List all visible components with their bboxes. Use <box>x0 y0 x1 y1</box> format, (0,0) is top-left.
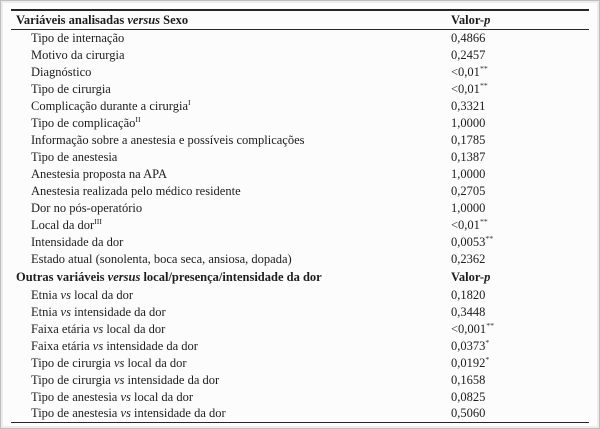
text-run: 0,3448 <box>451 304 486 319</box>
table-row <box>11 114 589 131</box>
text-run: Valor- <box>451 269 485 284</box>
section-header-label <box>11 267 451 286</box>
text-run: <0,001 <box>451 321 487 336</box>
pvalue-cell <box>451 29 589 46</box>
text-run: Etnia <box>31 304 61 319</box>
pvalue-cell <box>451 131 589 148</box>
text-run: versus <box>107 269 141 284</box>
text-run: vs <box>120 406 131 421</box>
variable-cell <box>11 250 451 267</box>
text-run: local da dor <box>130 389 194 404</box>
text-run: <0,01 <box>451 64 480 79</box>
pvalue-cell <box>451 46 589 63</box>
results-table-wrap <box>11 9 589 423</box>
text-run: 0,4866 <box>451 30 486 45</box>
text-run: 0,0192 <box>451 355 486 370</box>
text-run: Tipo de complicação <box>31 115 136 130</box>
text-run: local da dor <box>70 287 134 302</box>
text-run: vs <box>60 287 71 302</box>
pvalue-cell <box>451 148 589 165</box>
pvalue-cell <box>451 182 589 199</box>
pvalue-cell <box>451 165 589 182</box>
text-run: p <box>484 269 491 284</box>
table-row <box>11 182 589 199</box>
table-row <box>11 29 589 46</box>
table-row <box>11 405 589 422</box>
superscript-text: * <box>485 354 490 364</box>
table-row <box>11 371 589 388</box>
table-row <box>11 63 589 80</box>
text-run: Faixa etária <box>31 338 93 353</box>
results-table <box>11 9 589 423</box>
table-row <box>11 388 589 405</box>
text-run: intensidade da dor <box>130 406 226 421</box>
text-run: 0,1658 <box>451 372 486 387</box>
text-run: 0,1820 <box>451 287 486 302</box>
text-run: intensidade da dor <box>103 338 198 353</box>
pvalue-cell <box>451 303 589 320</box>
text-run: vs <box>60 304 71 319</box>
text-run: versus <box>127 12 161 27</box>
text-run: 1,0000 <box>451 115 486 130</box>
table-row <box>11 46 589 63</box>
text-run: 0,2457 <box>451 47 486 62</box>
pvalue-cell <box>451 63 589 80</box>
text-run: Anestesia realizada pelo médico residente <box>31 183 241 198</box>
text-run: 0,2362 <box>451 251 486 266</box>
section-header-row <box>11 10 589 29</box>
text-run: Complicação durante a cirurgia <box>31 98 188 113</box>
pvalue-cell <box>451 97 589 114</box>
text-run: 0,0053 <box>451 234 486 249</box>
table-row <box>11 337 589 354</box>
table-row <box>11 165 589 182</box>
text-run: 1,0000 <box>451 200 486 215</box>
superscript-text: ** <box>479 63 488 73</box>
table-row <box>11 216 589 233</box>
variable-cell <box>11 337 451 354</box>
text-run: Valor- <box>451 12 485 27</box>
variable-cell <box>11 29 451 46</box>
text-run: Etnia <box>31 287 61 302</box>
text-run: vs <box>113 355 125 370</box>
variable-cell <box>11 80 451 97</box>
superscript-text: I <box>188 97 191 107</box>
text-run: <0,01 <box>451 81 480 96</box>
table-row <box>11 286 589 303</box>
pvalue-cell <box>451 114 589 131</box>
text-run: 0,0373 <box>451 338 486 353</box>
pvalue-cell <box>451 286 589 303</box>
pvalue-cell <box>451 337 589 354</box>
text-run: local da dor <box>124 355 187 370</box>
pvalue-cell <box>451 320 589 337</box>
text-run: p <box>484 12 491 27</box>
variable-cell <box>11 320 451 337</box>
text-run: Tipo de anestesia <box>31 149 118 164</box>
variable-cell <box>11 148 451 165</box>
table-body <box>11 10 589 422</box>
table-row <box>11 320 589 337</box>
text-run: local da dor <box>103 321 166 336</box>
pvalue-cell <box>451 233 589 250</box>
text-run: Informação sobre a anestesia e possíveis complicações <box>31 132 305 147</box>
text-run: Outras variáveis <box>16 269 108 284</box>
pvalue-cell <box>451 354 589 371</box>
superscript-text: III <box>94 216 102 226</box>
text-run: <0,01 <box>451 217 480 232</box>
superscript-text: ** <box>479 80 488 90</box>
text-run: 0,2705 <box>451 183 486 198</box>
variable-cell <box>11 114 451 131</box>
text-run: Tipo de cirurgia <box>31 81 111 96</box>
text-run: Tipo de cirurgia <box>31 372 114 387</box>
text-run: Local da dor <box>31 217 95 232</box>
text-run: Estado atual (sonolenta, boca seca, ansiosa, dopada) <box>31 251 292 266</box>
pvalue-cell <box>451 388 589 405</box>
text-run: Tipo de anestesia <box>31 389 121 404</box>
text-run: Tipo de cirurgia <box>31 355 114 370</box>
variable-cell <box>11 216 451 233</box>
variable-cell <box>11 199 451 216</box>
text-run: 0,1387 <box>451 149 486 164</box>
text-run: Variáveis analisadas <box>16 12 128 27</box>
text-run: Intensidade da dor <box>31 234 124 249</box>
text-run: Dor no pós-operatório <box>31 200 143 215</box>
table-row <box>11 354 589 371</box>
pvalue-cell <box>451 250 589 267</box>
table-row <box>11 148 589 165</box>
text-run: 0,3321 <box>451 98 486 113</box>
pvalue-cell <box>451 80 589 97</box>
text-run: vs <box>92 338 104 353</box>
text-run: 0,5060 <box>451 406 486 421</box>
variable-cell <box>11 97 451 114</box>
pvalue-cell <box>451 199 589 216</box>
table-row <box>11 97 589 114</box>
superscript-text: II <box>135 114 141 124</box>
variable-cell <box>11 303 451 320</box>
section-header-value <box>451 10 589 29</box>
table-row <box>11 199 589 216</box>
text-run: Sexo <box>160 12 189 27</box>
variable-cell <box>11 405 451 422</box>
text-run: vs <box>92 321 104 336</box>
variable-cell <box>11 46 451 63</box>
text-run: 0,1785 <box>451 132 486 147</box>
table-row <box>11 131 589 148</box>
pvalue-cell <box>451 371 589 388</box>
table-row <box>11 303 589 320</box>
variable-cell <box>11 63 451 80</box>
text-run: Diagnóstico <box>31 64 92 79</box>
superscript-text: ** <box>486 320 494 330</box>
table-row <box>11 233 589 250</box>
text-run: Tipo de internação <box>31 30 125 45</box>
table-row <box>11 250 589 267</box>
variable-cell <box>11 286 451 303</box>
superscript-text: * <box>485 337 490 347</box>
text-run: intensidade da dor <box>124 372 220 387</box>
text-run: Motivo da cirurgia <box>31 47 125 62</box>
variable-cell <box>11 371 451 388</box>
text-run: intensidade da dor <box>70 304 166 319</box>
section-header-value <box>451 267 589 286</box>
text-run: vs <box>120 389 131 404</box>
section-header-row <box>11 267 589 286</box>
text-run: 1,0000 <box>451 166 486 181</box>
superscript-text: ** <box>485 233 494 243</box>
pvalue-cell <box>451 405 589 422</box>
text-run: vs <box>113 372 125 387</box>
superscript-text: ** <box>479 216 488 226</box>
table-row <box>11 80 589 97</box>
text-run: Anestesia proposta na APA <box>31 166 167 181</box>
text-run: Tipo de anestesia <box>31 406 121 421</box>
variable-cell <box>11 233 451 250</box>
text-run: Faixa etária <box>31 321 93 336</box>
variable-cell <box>11 131 451 148</box>
variable-cell <box>11 388 451 405</box>
variable-cell <box>11 182 451 199</box>
variable-cell <box>11 165 451 182</box>
text-run: 0,0825 <box>451 389 486 404</box>
pvalue-cell <box>451 216 589 233</box>
text-run: local/presença/intensidade da dor <box>140 269 322 284</box>
section-header-label <box>11 10 451 29</box>
variable-cell <box>11 354 451 371</box>
